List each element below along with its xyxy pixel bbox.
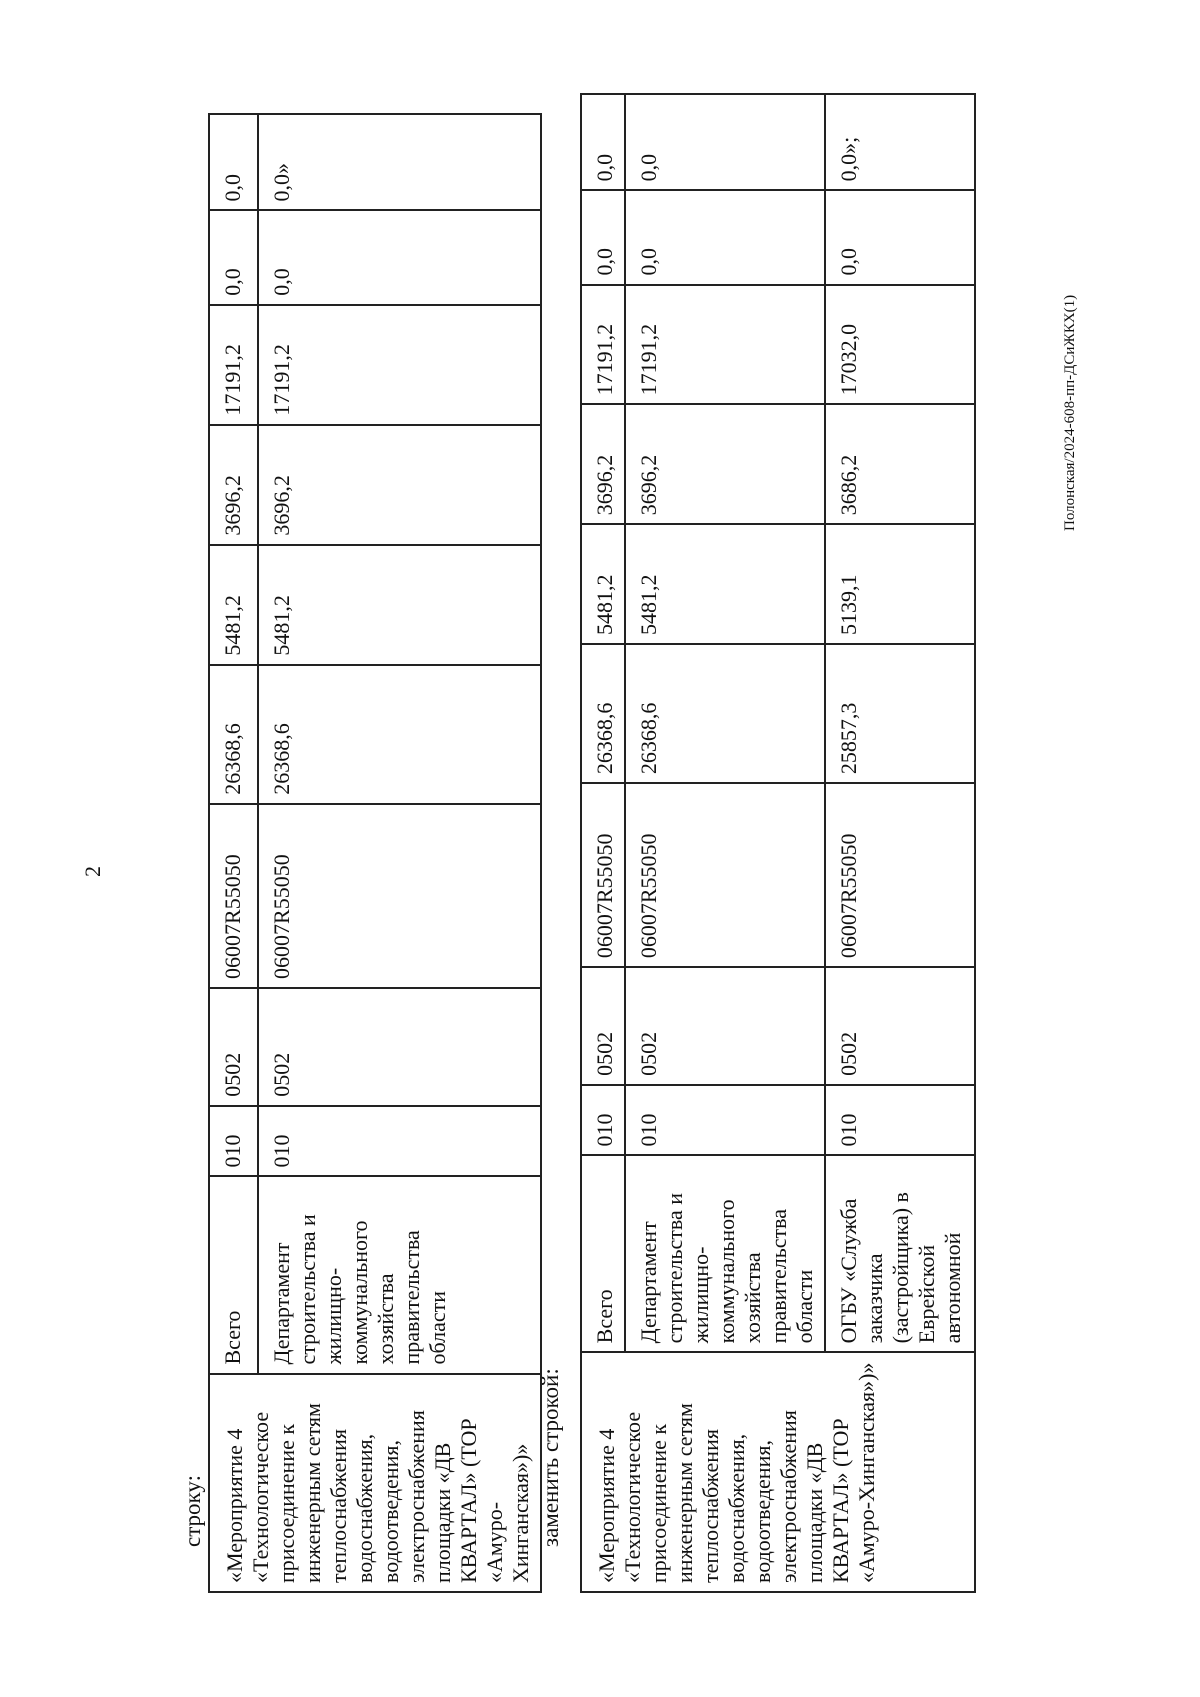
table-new-row xyxy=(580,93,976,1593)
value-cell: 5481,2 xyxy=(209,545,258,665)
value-cell: 0,0 xyxy=(625,94,825,190)
target-article-cell: 06007R55050 xyxy=(581,783,625,967)
executor-cell: Департамент строительства и жилищно-коммунального хозяйства правительства области xyxy=(625,1155,825,1352)
total-cell: 25857,3 xyxy=(825,644,975,783)
section-cell: 0502 xyxy=(258,988,541,1106)
total-cell: 26368,6 xyxy=(625,644,825,783)
value-cell: 0,0 xyxy=(258,210,541,304)
measure-name-cell: «Мероприятие 4 «Технологическое присоединение к инженерным сетям теплоснабжения водоснабжения, водоотведения, электроснабжения площадки «ДВ КВАРТАЛ» (ТОР «Амуро-Хинганская»)» xyxy=(209,1374,541,1592)
grbs-cell: 010 xyxy=(209,1106,258,1177)
value-cell: 3696,2 xyxy=(625,404,825,524)
total-cell: 26368,6 xyxy=(209,665,258,804)
value-cell: 5139,1 xyxy=(825,524,975,644)
intro-old-row: строку: xyxy=(180,1475,205,1547)
executor-cell: Департамент строительства и жилищно-коммунального хозяйства правительства области xyxy=(258,1176,541,1373)
value-cell: 17191,2 xyxy=(258,305,541,425)
measure-name-cell: «Мероприятие 4 «Технологическое присоединение к инженерным сетям теплоснабжения водоснабжения, водоотведения, электроснабжения площадки «ДВ КВАРТАЛ» (ТОР «Амуро-Хинганская»)» xyxy=(581,1352,975,1592)
value-cell: 5481,2 xyxy=(625,524,825,644)
page-number: 2 xyxy=(80,866,105,877)
target-article-cell: 06007R55050 xyxy=(825,783,975,967)
total-cell: 26368,6 xyxy=(258,665,541,804)
target-article-cell: 06007R55050 xyxy=(258,804,541,988)
table-row xyxy=(258,114,541,1592)
grbs-cell: 010 xyxy=(258,1106,541,1177)
value-cell: 3696,2 xyxy=(209,425,258,545)
value-cell: 3686,2 xyxy=(825,404,975,524)
intro-new-row: заменить строкой: xyxy=(538,1368,563,1547)
value-cell: 0,0»; xyxy=(825,94,975,190)
value-cell: 17032,0 xyxy=(825,285,975,405)
value-cell: 17191,2 xyxy=(581,285,625,405)
target-article-cell: 06007R55050 xyxy=(625,783,825,967)
value-cell: 0,0 xyxy=(625,190,825,284)
section-cell: 0502 xyxy=(625,967,825,1085)
value-cell: 5481,2 xyxy=(258,545,541,665)
executor-cell: ОГБУ «Служба заказчика (застройщика) в Еврейской автономной xyxy=(825,1155,975,1352)
value-cell: 0,0» xyxy=(258,114,541,210)
value-cell: 17191,2 xyxy=(625,285,825,405)
value-cell: 0,0 xyxy=(581,190,625,284)
value-cell: 0,0 xyxy=(209,114,258,210)
value-cell: 17191,2 xyxy=(209,305,258,425)
value-cell: 3696,2 xyxy=(581,404,625,524)
grbs-cell: 010 xyxy=(825,1085,975,1156)
executor-cell: Всего xyxy=(209,1176,258,1373)
grbs-cell: 010 xyxy=(625,1085,825,1156)
value-cell: 5481,2 xyxy=(581,524,625,644)
value-cell: 0,0 xyxy=(209,210,258,304)
total-cell: 26368,6 xyxy=(581,644,625,783)
section-cell: 0502 xyxy=(209,988,258,1106)
value-cell: 3696,2 xyxy=(258,425,541,545)
table-row xyxy=(209,114,258,1592)
value-cell: 0,0 xyxy=(581,94,625,190)
value-cell: 0,0 xyxy=(825,190,975,284)
table-old-row xyxy=(208,113,542,1593)
section-cell: 0502 xyxy=(581,967,625,1085)
document-footer-id: Полонская/2024-608-пп-ДСиЖКХ(1) xyxy=(1062,294,1078,531)
executor-cell: Всего xyxy=(581,1155,625,1352)
grbs-cell: 010 xyxy=(581,1085,625,1156)
table-row xyxy=(581,94,625,1592)
target-article-cell: 06007R55050 xyxy=(209,804,258,988)
section-cell: 0502 xyxy=(825,967,975,1085)
